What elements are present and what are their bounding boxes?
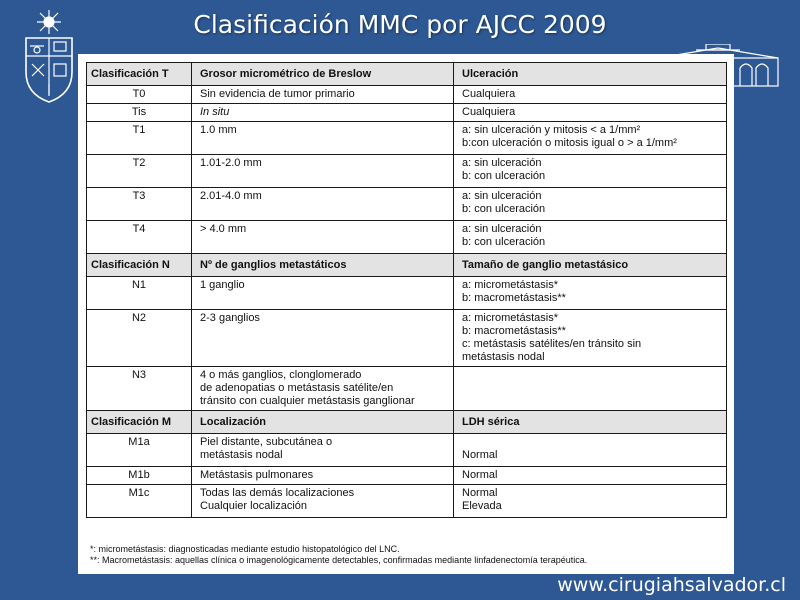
detail-cell (454, 86, 727, 104)
cell-line: a: sin ulceración (462, 190, 542, 202)
classification-sheet (78, 54, 734, 574)
column-header: Clasificación M (87, 411, 192, 434)
column-header: Clasificación T (87, 63, 192, 86)
table-row (87, 155, 727, 188)
stage-cell: N1 (87, 277, 192, 310)
cell-line: c: metástasis satélites/en tránsito sin (462, 338, 642, 350)
column-header: Ulceración (454, 63, 727, 86)
cell-line: Cualquiera (462, 106, 516, 118)
footnote-micrometastasis: *: micrometástasis: diagnosticadas mediante estudio histopatológico del LNC. (90, 544, 400, 554)
detail-cell (454, 310, 727, 367)
stage-cell: T4 (87, 221, 192, 254)
cell-line: Piel distante, subcutánea o (200, 436, 333, 448)
column-header: Localización (192, 411, 454, 434)
criteria-cell (192, 188, 454, 221)
cell-line: Normal (462, 487, 498, 499)
detail-cell (454, 485, 727, 518)
detail-cell (454, 104, 727, 122)
table-row (87, 467, 727, 485)
table-row (87, 485, 727, 518)
cell-line: b: con ulceración (462, 236, 546, 248)
detail-cell (454, 155, 727, 188)
cell-line: Normal (462, 469, 498, 481)
criteria-cell (192, 86, 454, 104)
detail-cell (454, 188, 727, 221)
criteria-cell (192, 155, 454, 188)
cell-line: Todas las demás localizaciones (200, 487, 355, 499)
detail-cell (454, 221, 727, 254)
section-header-row (87, 63, 727, 86)
cell-line: 2.01-4.0 mm (200, 190, 262, 202)
table-row (87, 310, 727, 367)
cell-line: Normal (462, 449, 498, 461)
cell-line: 1 ganglio (200, 279, 245, 291)
university-crest-logo (20, 8, 78, 104)
stage-cell: M1a (87, 434, 192, 467)
cell-line: b:con ulceración o mitosis igual o > a 1/mm² (462, 137, 677, 149)
footnote-macrometastasis: **: Macrometástasis: aquellas clínica o imagenológicamente detectables, confirmadas mediante linfadenectomía terapéutica. (90, 555, 588, 565)
section-header-row (87, 411, 727, 434)
cell-line: de adenopatias o metástasis satélite/en (200, 382, 394, 394)
table-row (87, 122, 727, 155)
criteria-cell (192, 104, 454, 122)
cell-line (462, 436, 718, 449)
stage-cell: N2 (87, 310, 192, 367)
detail-cell (454, 367, 727, 411)
criteria-cell (192, 277, 454, 310)
detail-cell (454, 277, 727, 310)
column-header: Nº de ganglios metastáticos (192, 254, 454, 277)
table-row (87, 86, 727, 104)
criteria-cell (192, 310, 454, 367)
cell-line: In situ (200, 106, 230, 118)
cell-line: Elevada (462, 500, 502, 512)
cell-line: tránsito con cualquier metástasis ganglionar (200, 395, 415, 407)
table-row (87, 367, 727, 411)
table-row (87, 104, 727, 122)
table-row (87, 277, 727, 310)
cell-line: a: micrometástasis* (462, 312, 558, 324)
criteria-cell (192, 467, 454, 485)
cell-line: 1.0 mm (200, 124, 237, 136)
stage-cell: M1b (87, 467, 192, 485)
cell-line: 1.01-2.0 mm (200, 157, 262, 169)
cell-line: Cualquiera (462, 88, 516, 100)
criteria-cell (192, 122, 454, 155)
cell-line: Cualquier localización (200, 500, 308, 512)
table-row (87, 434, 727, 467)
stage-cell: N3 (87, 367, 192, 411)
cell-line: b: con ulceración (462, 203, 546, 215)
cell-line: 4 o más ganglios, clonglomerado (200, 369, 362, 381)
stage-cell: Tis (87, 104, 192, 122)
slide-title: Clasificación MMC por AJCC 2009 (193, 10, 607, 39)
footnotes (90, 544, 730, 566)
criteria-cell (192, 367, 454, 411)
cell-line: > 4.0 mm (200, 223, 247, 235)
stage-cell: T2 (87, 155, 192, 188)
cell-line: a: sin ulceración (462, 223, 542, 235)
cell-line: 2-3 ganglios (200, 312, 260, 324)
stage-cell: T3 (87, 188, 192, 221)
column-header: Tamaño de ganglio metastásico (454, 254, 727, 277)
detail-cell (454, 467, 727, 485)
table-row (87, 221, 727, 254)
section-header-row (87, 254, 727, 277)
detail-cell (454, 434, 727, 467)
criteria-cell (192, 434, 454, 467)
ajcc-classification-table (86, 62, 727, 518)
criteria-cell (192, 221, 454, 254)
cell-line: metástasis nodal (200, 449, 283, 461)
criteria-cell (192, 485, 454, 518)
cell-line: b: macrometástasis** (462, 292, 566, 304)
stage-cell: T0 (87, 86, 192, 104)
stage-cell: M1c (87, 485, 192, 518)
cell-line: Sin evidencia de tumor primario (200, 88, 355, 100)
cell-line: Metástasis pulmonares (200, 469, 314, 481)
website-url: www.cirugiahsalvador.cl (557, 574, 786, 596)
cell-line: a: sin ulceración y mitosis < a 1/mm² (462, 124, 641, 136)
column-header: Grosor micrométrico de Breslow (192, 63, 454, 86)
cell-line: metástasis nodal (462, 351, 545, 363)
cell-line: a: sin ulceración (462, 157, 542, 169)
column-header: Clasificación N (87, 254, 192, 277)
cell-line: b: macrometástasis** (462, 325, 566, 337)
cell-line: a: micrometástasis* (462, 279, 558, 291)
column-header: LDH sérica (454, 411, 727, 434)
detail-cell (454, 122, 727, 155)
table-row (87, 188, 727, 221)
cell-line: b: con ulceración (462, 170, 546, 182)
stage-cell: T1 (87, 122, 192, 155)
